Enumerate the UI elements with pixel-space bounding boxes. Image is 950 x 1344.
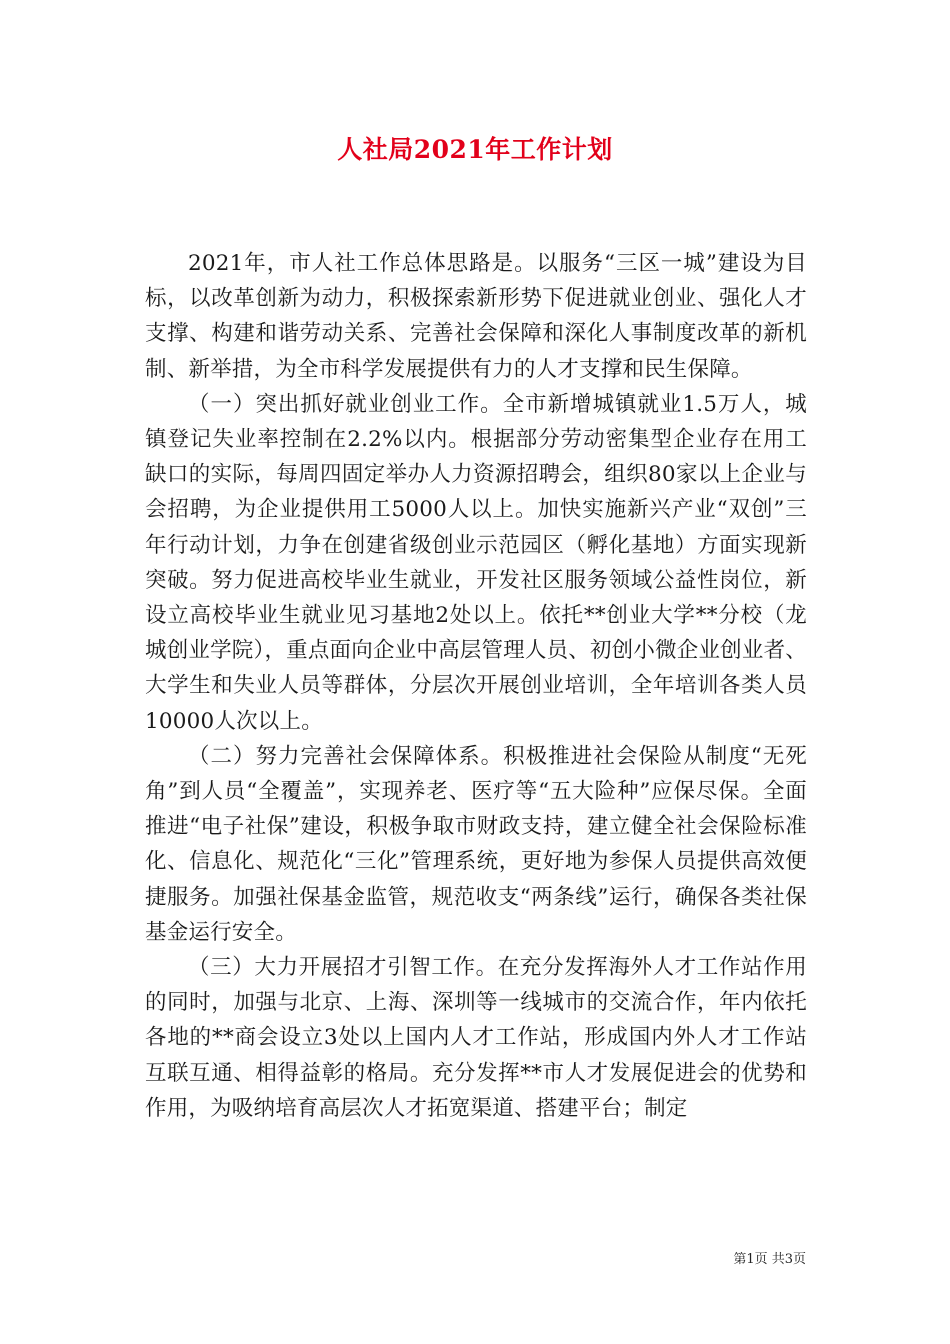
page-number: 第1页 共3页 — [733, 1252, 806, 1267]
document-title: 人社局2021年工作计划 — [337, 135, 613, 164]
paragraph-employment: （一）突出抓好就业创业工作。全市新增城镇就业1.5万人，城镇登记失业率控制在2.2%以内。根据部分劳动密集型企业存在用工缺口的实际，每周四固定举办人力资源招聘会，组织80家以上企业与会招聘，为企业提供用工5000人以上。加快实施新兴产业“双创”三年行动计划，力争在创建省级创业示范园区（孵化基地）方面实现新突破。努力促进高校毕业生就业，开发社区服务领域公益性岗位，新设立高校毕业生就业见习基地2处以上。依托**创业大学**分校（龙城创业学院），重点面向企业中高层管理人员、初创小微企业创业者、大学生和失业人员等群体，分层次开展创业培训，全年培训各类人员10000人次以上。 — [145, 391, 807, 734]
paragraph-talent: （三）大力开展招才引智工作。在充分发挥海外人才工作站作用的同时，加强与北京、上海、深圳等一线城市的交流合作，年内依托各地的**商会设立3处以上国内人才工作站，形成国内外人才工作站互联互通、相得益彰的格局。充分发挥**市人才发展促进会的优势和作用，为吸纳培育高层次人才拓宽渠道、搭建平台；制定 — [145, 955, 807, 1121]
paragraph-intro: 2021年，市人社工作总体思路是。以服务“三区一城”建设为目标，以改革创新为动力，积极探索新形势下促进就业创业、强化人才支撑、构建和谐劳动关系、完善社会保障和深化人事制度改革的新机制、新举措，为全市科学发展提供有力的人才支撑和民生保障。 — [145, 251, 807, 382]
document-body — [145, 246, 807, 1126]
paragraph-social-security: （二）努力完善社会保障体系。积极推进社会保险从制度“无死角”到人员“全覆盖”，实现养老、医疗等“五大险种”应保尽保。全面推进“电子社保”建设，积极争取市财政支持，建立健全社会保险标准化、信息化、规范化“三化”管理系统，更好地为参保人员提供高效便捷服务。加强社保基金监管，规范收支“两条线”运行，确保各类社保基金运行安全。 — [145, 743, 807, 945]
